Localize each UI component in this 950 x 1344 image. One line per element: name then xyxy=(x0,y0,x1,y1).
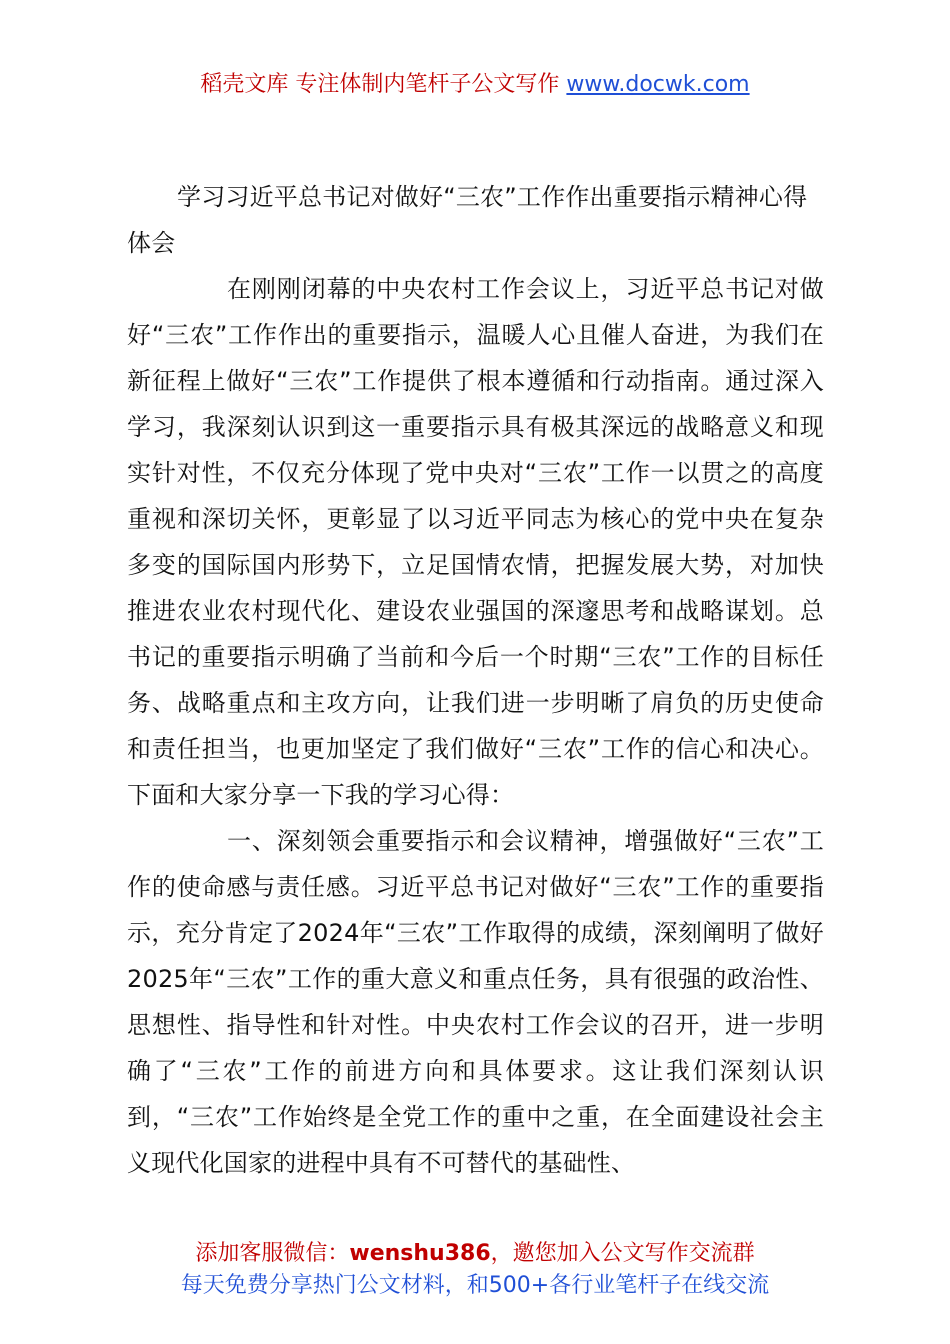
footer-contact-prefix: 添加客服微信： xyxy=(195,1241,350,1266)
header-url-link[interactable]: www.docwk.com xyxy=(566,72,750,97)
page-footer xyxy=(0,1238,950,1302)
document-title: 学习习近平总书记对做好“三农”工作作出重要指示精神心得体会 xyxy=(127,183,808,257)
footer-contact-line xyxy=(0,1238,950,1270)
document-body xyxy=(127,174,824,1186)
paragraph-intro: 在刚刚闭幕的中央农村工作会议上，习近平总书记对做好“三农”工作作出的重要指示，温暖人心且催人奋进，为我们在新征程上做好“三农”工作提供了根本遵循和行动指南。通过深入学习，我深刻认识到这一重要指示具有极其深远的战略意义和现实针对性，不仅充分体现了党中央对“三农”工作一以贯之的高度重视和深切关怀，更彰显了以习近平同志为核心的党中央在复杂多变的国际国内形势下，立足国情农情，把握发展大势，对加快推进农业农村现代化、建设农业强国的深邃思考和战略谋划。总书记的重要指示明确了当前和今后一个时期“三农”工作的目标任务、战略重点和主攻方向，让我们进一步明晰了肩负的历史使命和责任担当，也更加坚定了我们做好“三农”工作的信心和决心。下面和大家分享一下我的学习心得： xyxy=(127,275,824,809)
paragraph-section-one: 一、深刻领会重要指示和会议精神，增强做好“三农”工作的使命感与责任感。习近平总书记对做好“三农”工作的重要指示，充分肯定了2024年“三农”工作取得的成绩，深刻阐明了做好2025年“三农”工作的重大意义和重点任务，具有很强的政治性、思想性、指导性和针对性。中央农村工作会议的召开，进一步明确了“三农”工作的前进方向和具体要求。这让我们深刻认识到，“三农”工作始终是全党工作的重中之重，在全面建设社会主义现代化国家的进程中具有不可替代的基础性、 xyxy=(127,827,824,1177)
page-header xyxy=(0,70,950,100)
header-brand: 稻壳文库 专注体制内笔杆子公文写作 xyxy=(200,72,560,97)
footer-promo-line: 每天免费分享热门公文材料，和500+各行业笔杆子在线交流 xyxy=(180,1273,770,1298)
footer-wechat-id: wenshu386 xyxy=(349,1241,491,1266)
footer-contact-suffix: ，邀您加入公文写作交流群 xyxy=(490,1241,755,1266)
